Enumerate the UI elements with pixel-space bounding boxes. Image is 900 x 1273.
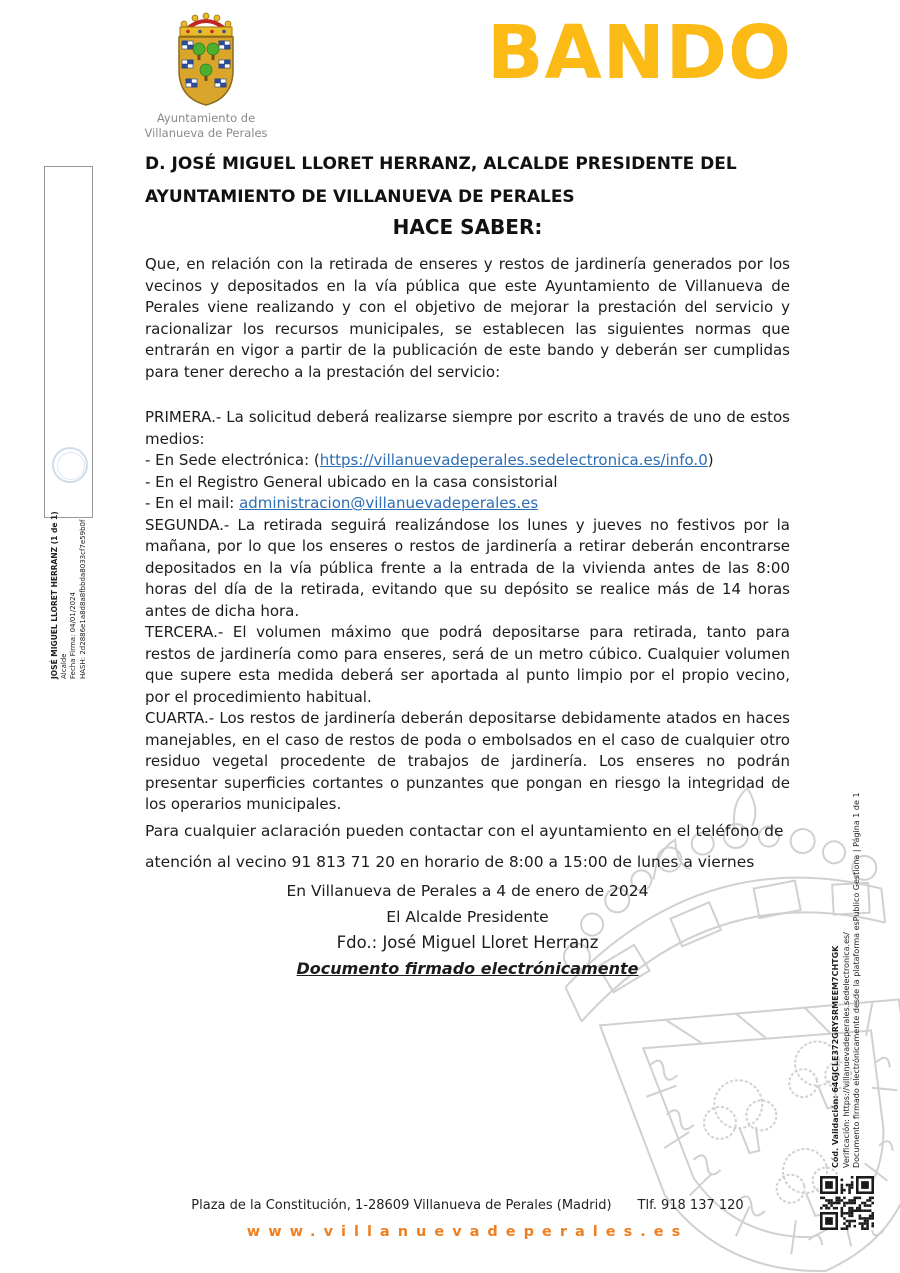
medio-registro-line: - En el Registro General ubicado en la casa consistorial — [145, 472, 558, 491]
document-body — [145, 148, 790, 982]
signer-role: Alcalde — [59, 653, 68, 679]
contact-paragraph: Para cualquier aclaración pueden contactar con el ayuntamiento en el teléfono de atención al vecino 91 813 71 20 en horario de 8:00 a 15:00 de lunes a viernes — [145, 821, 784, 871]
segunda-paragraph: SEGUNDA.- La retirada seguirá realizándose los lunes y jueves no festivos por la mañana, por lo que los enseres o restos de jardinería a retirar deberán encontrarse depositados en la vía pública frente a la entrada de la vivienda antes de las 8:00 horas del día de la retirada, evitando que su depósito se realice más de 14 horas antes de dicha hora. — [145, 515, 790, 620]
role-line: El Alcalde Presidente — [386, 907, 549, 926]
date-line: En Villanueva de Perales a 4 de enero de 2024 — [286, 881, 649, 900]
medio-mail-line — [145, 493, 790, 515]
footer-phone: Tlf. 918 137 120 — [637, 1198, 744, 1213]
left-signature-stamp — [44, 166, 93, 679]
validation-code: Cód. Validación: 64GJCLE372GRYSRMEEM7CHTGK — [831, 945, 840, 1168]
logo-caption — [92, 111, 320, 141]
medio-sede-prefix: - En Sede electrónica: ( — [145, 451, 320, 469]
right-validation-stamp — [831, 768, 863, 1168]
logo-caption-line1: Ayuntamiento de — [156, 111, 256, 125]
footer-website: www.villanuevadeperales.es — [246, 1224, 689, 1240]
esign-note: Documento firmado electrónicamente — [296, 958, 639, 978]
footer-address: Plaza de la Constitución, 1-28609 Villanueva de Perales (Madrid) — [191, 1198, 612, 1213]
left-stamp-text — [50, 341, 88, 679]
cuarta-paragraph: CUARTA.- Los restos de jardinería deberán depositarse debidamente atados en haces manejables, en el caso de restos de poda o embolsados en el caso de cualquier otro residuo vegetal procedente de trabajos de jardinería. Los enseres no podrán presentar superficies cortantes o punzantes que pongan en riesgo la integridad de los operarios municipales. — [145, 709, 790, 813]
municipality-logo — [92, 12, 320, 141]
hace-saber-title: HACE SABER: — [392, 215, 543, 239]
platform-note: Documento firmado electrónicamente desde la plataforma esPublico Gestiona | Página 1 de 1 — [852, 792, 861, 1168]
medio-sede-suffix: ) — [707, 451, 714, 469]
signature-hash: HASH: 2d2886e1a8d8a8fbbda8033cf7e59b0f — [78, 519, 87, 679]
sede-electronica-link[interactable]: https://villanuevadeperales.sedelectronica.es/info.0 — [319, 451, 708, 469]
verification-url: Verificación: https://villanuevadeperales.sedelectronica.es/ — [841, 932, 851, 1168]
signature-date: Fecha Firma: 04/01/2024 — [69, 591, 77, 679]
footer-address-line — [145, 1196, 790, 1216]
logo-caption-line2: Villanueva de Perales — [144, 126, 268, 140]
email-link[interactable]: administracion@villanuevadeperales.es — [239, 494, 539, 512]
document-heading — [145, 148, 790, 214]
qr-code — [820, 1176, 874, 1230]
page-footer — [145, 1196, 790, 1240]
bando-banner-title: BANDO — [487, 10, 792, 96]
signer-name: JOSÉ MIGUEL LLORET HERRANZ (1 de 1) — [50, 511, 59, 679]
medio-mail-prefix: - En el mail: — [145, 494, 240, 512]
primera-paragraph: PRIMERA.- La solicitud deberá realizarse siempre por escrito a través de uno de estos medios: — [145, 408, 790, 448]
medio-sede-line — [145, 450, 790, 472]
signed-by-line: Fdo.: José Miguel Lloret Herranz — [336, 932, 599, 952]
heading-line1: D. JOSÉ MIGUEL LLORET HERRANZ, ALCALDE PRESIDENTE DEL — [145, 154, 737, 174]
heading-line2: AYUNTAMIENTO DE VILLANUEVA DE PERALES — [145, 187, 575, 207]
tercera-paragraph: TERCERA.- El volumen máximo que podrá depositarse para retirada, tanto para restos de jardinería como para enseres, será de un metro cúbico. Cualquier volumen que supere esta medida deberá ser aportada al punto limpio por el propio vecino, por el procedimiento habitual. — [145, 623, 790, 706]
coat-of-arms-icon — [164, 12, 248, 108]
intro-paragraph: Que, en relación con la retirada de enseres y restos de jardinería generados por los vecinos y depositados en la vía pública que este Ayuntamiento de Villanueva de Perales viene realizando y con el objetivo de mejorar la prestación del servicio y racionalizar los recursos municipales, se establecen las siguientes normas que entrarán en vigor a partir de la publicación de este bando y deberán ser cumplidas para tener derecho a la prestación del servicio: — [145, 255, 790, 381]
